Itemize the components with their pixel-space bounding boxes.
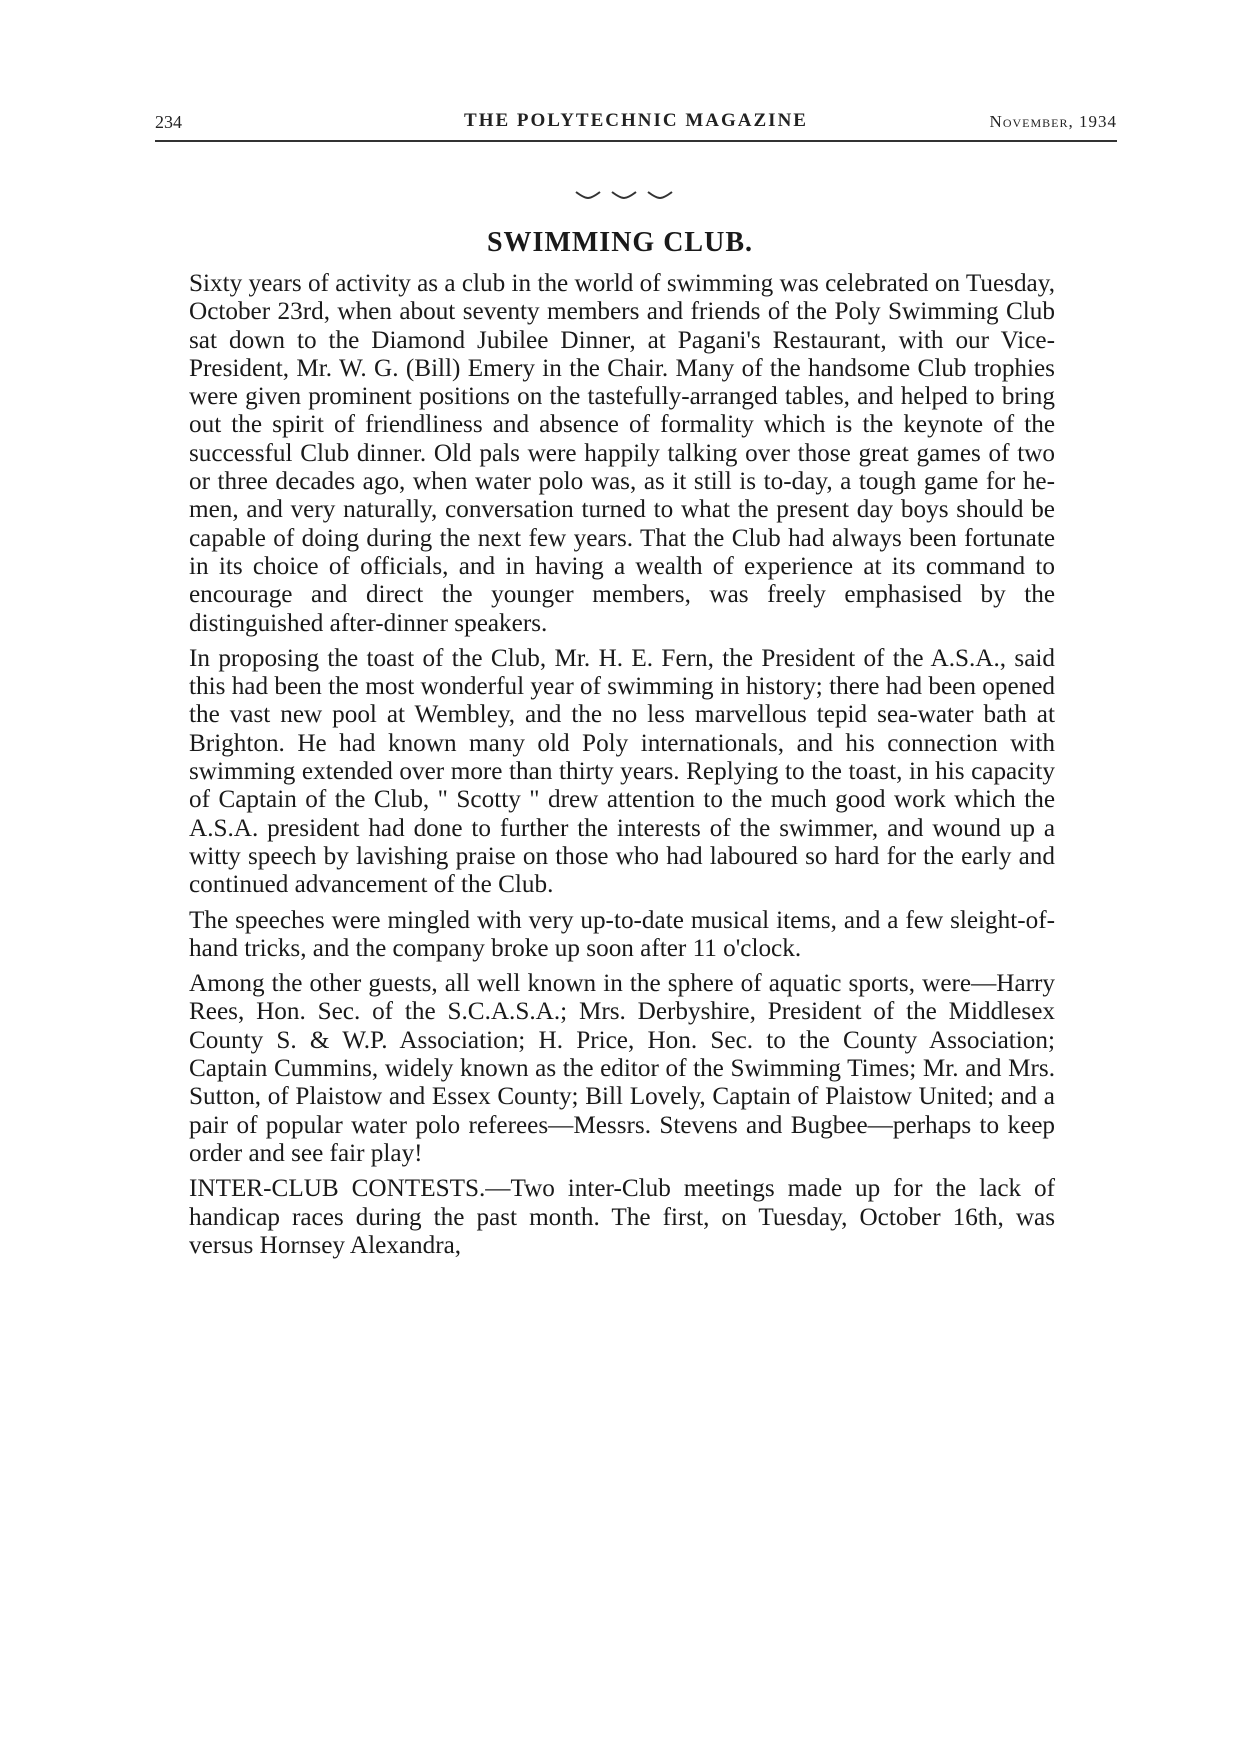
header-rule — [155, 140, 1117, 142]
issue-date: November, 1934 — [989, 112, 1117, 131]
section-ornament-icon — [574, 186, 674, 200]
article-body — [189, 270, 1055, 1267]
paragraph-toast: In proposing the toast of the Club, Mr. H. E. Fern, the President of the A.S.A., said this had been the most wonderful year of swimming in history; there had been opened the vast new pool at Wembley, and the no less marvellous tepid sea-water bath at Brighton. He had known many old Poly internationals, and his connection with swimming extended over more than thirty years. Replying to the toast, in his capacity of Captain of the Club, " Scotty " drew attention to the much good work which the A.S.A. president had done to further the interests of the swimmer, and wound up a witty speech by lavishing praise on those who had laboured so hard for the early and continued advancement of the Club. — [189, 644, 1055, 899]
magazine-title: THE POLYTECHNIC MAGAZINE — [464, 110, 808, 131]
running-header — [155, 108, 1117, 138]
paragraph-inter-club: INTER-CLUB CONTESTS.—Two inter-Club meetings made up for the lack of handicap races during the past month. The first, on Tuesday, October 16th, was versus Hornsey Alexandra, — [189, 1175, 1055, 1259]
page-number: 234 — [155, 112, 182, 132]
paragraph-speeches: The speeches were mingled with very up-to-date musical items, and a few sleight-of-hand tricks, and the company broke up soon after 11 o'clock. — [189, 906, 1055, 962]
article-title: SWIMMING CLUB. — [486, 227, 753, 258]
paragraph-jubilee-dinner: Sixty years of activity as a club in the world of swimming was celebrated on Tuesday, October 23rd, when about seventy members and friends of the Poly Swimming Club sat down to the Diamond Jubilee Dinner, at Pagani's Restaurant, with our Vice-President, Mr. W. G. (Bill) Emery in the Chair. Many of the handsome Club trophies were given prominent positions on the tastefully-arranged tables, and helped to bring out the spirit of friendliness and absence of formality which is the keynote of the successful Club dinner. Old pals were happily talking over those great games of two or three decades ago, when water polo was, as it still is to-day, a tough game for he-men, and very naturally, conversation turned to what the present day boys should be capable of doing during the next few years. That the Club had always been fortunate in its choice of officials, and in having a wealth of experience at its command to encourage and direct the younger members, was freely emphasised by the distinguished after-dinner speakers. — [189, 270, 1055, 637]
paragraph-guests: Among the other guests, all well known in the sphere of aquatic sports, were—Harry Rees, Hon. Sec. of the S.C.A.S.A.; Mrs. Derbyshire, President of the Middlesex County S. & W.P. Association; H. Price, Hon. Sec. to the County Association; Captain Cummins, widely known as the editor of the Swimming Times; Mr. and Mrs. Sutton, of Plaistow and Essex County; Bill Lovely, Captain of Plaistow United; and a pair of popular water polo referees—Messrs. Stevens and Bugbee—perhaps to keep order and see fair play! — [189, 970, 1055, 1167]
